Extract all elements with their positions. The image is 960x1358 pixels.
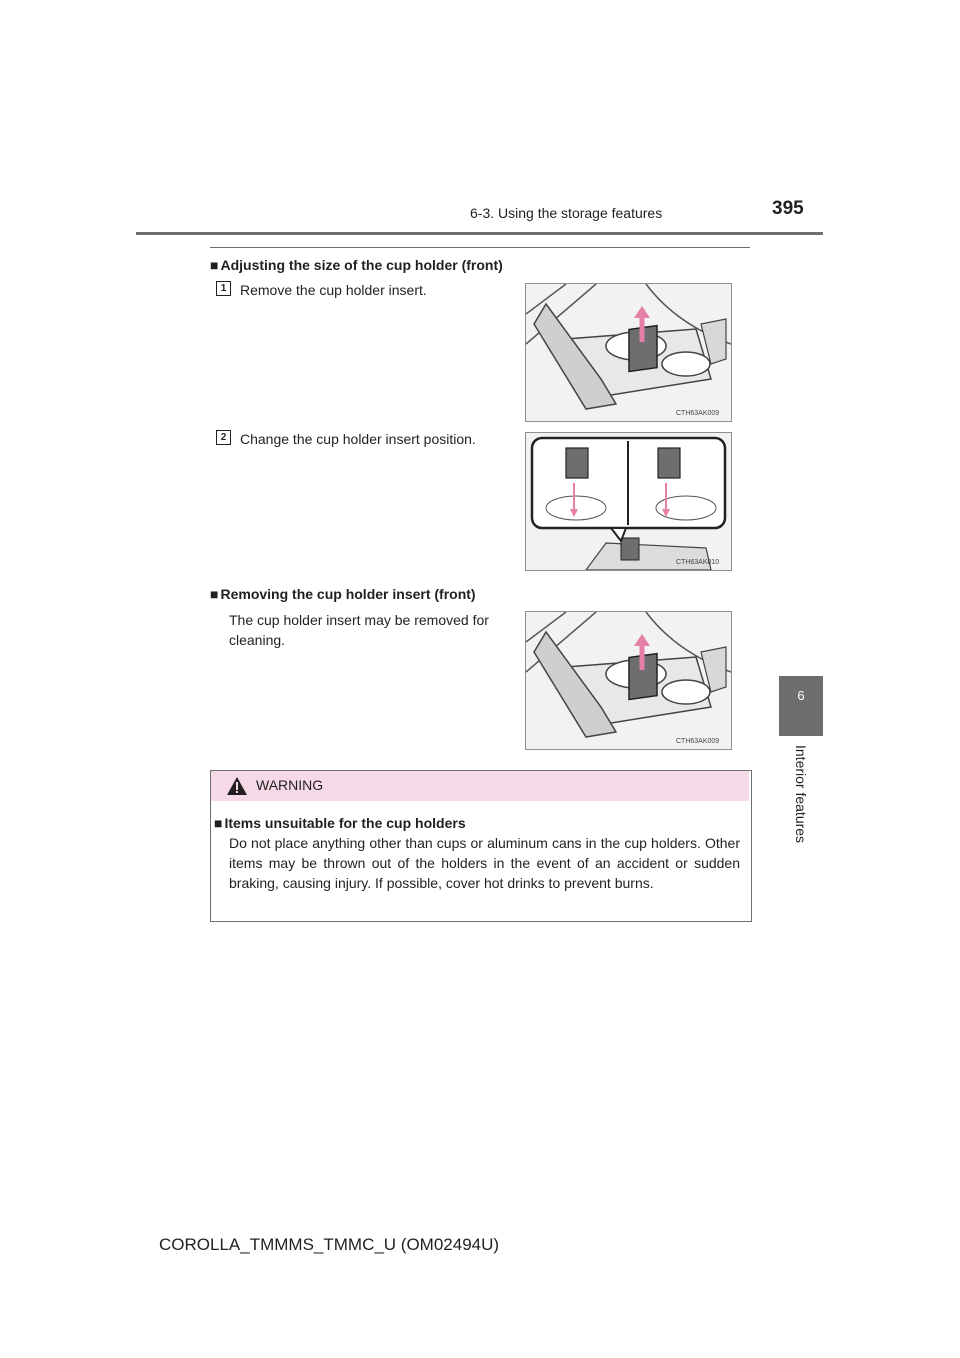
- section-heading-remove: [210, 586, 476, 602]
- section-heading-text: Adjusting the size of the cup holder (front): [220, 257, 503, 273]
- footer-doc-id: COROLLA_TMMMS_TMMC_U (OM02494U): [159, 1235, 500, 1254]
- figure-code: CTH63AK009: [676, 410, 720, 417]
- warning-triangle-icon: [226, 776, 248, 796]
- section-heading-adjust: [210, 257, 503, 273]
- step-badge: 1: [216, 281, 231, 296]
- chapter-number: 6: [797, 688, 805, 703]
- square-bullet-icon: ■: [210, 257, 219, 273]
- running-header-title: 6-3. Using the storage features: [470, 205, 663, 221]
- step-badge: 2: [216, 430, 231, 445]
- section-heading-text: Removing the cup holder insert (front): [220, 586, 476, 602]
- square-bullet-icon: ■: [210, 586, 219, 602]
- square-bullet-icon: ■: [214, 815, 223, 831]
- step-text: Remove the cup holder insert.: [240, 282, 427, 298]
- warning-heading-text: Items unsuitable for the cup holders: [224, 815, 466, 831]
- figure-code: CTH63AK010: [676, 559, 720, 566]
- figure-code: CTH63AK009: [676, 738, 720, 745]
- step-text: Change the cup holder insert position.: [240, 431, 476, 447]
- header-rule: [136, 232, 823, 235]
- warning-heading: [214, 815, 466, 831]
- cup-holder-illustration: [526, 612, 731, 749]
- figure-remove-for-cleaning: [525, 611, 732, 750]
- figure-change-position: [525, 432, 732, 571]
- insert-position-illustration: [526, 433, 731, 570]
- warning-title: WARNING: [256, 777, 324, 793]
- warning-text: Do not place anything other than cups or aluminum cans in the cup holders. Other items may be thrown out of the holders in the event of an accident or sudden braking, causing injury. If possible, cover hot drinks to prevent burns.: [229, 835, 740, 891]
- content-rule: [210, 247, 750, 248]
- cup-holder-illustration: [526, 284, 731, 421]
- figure-remove-insert: [525, 283, 732, 422]
- chapter-label: Interior features: [793, 745, 809, 844]
- chapter-tab: [779, 676, 823, 736]
- section-body-text: The cup holder insert may be removed for cleaning.: [229, 612, 489, 648]
- page-number: 395: [772, 198, 804, 219]
